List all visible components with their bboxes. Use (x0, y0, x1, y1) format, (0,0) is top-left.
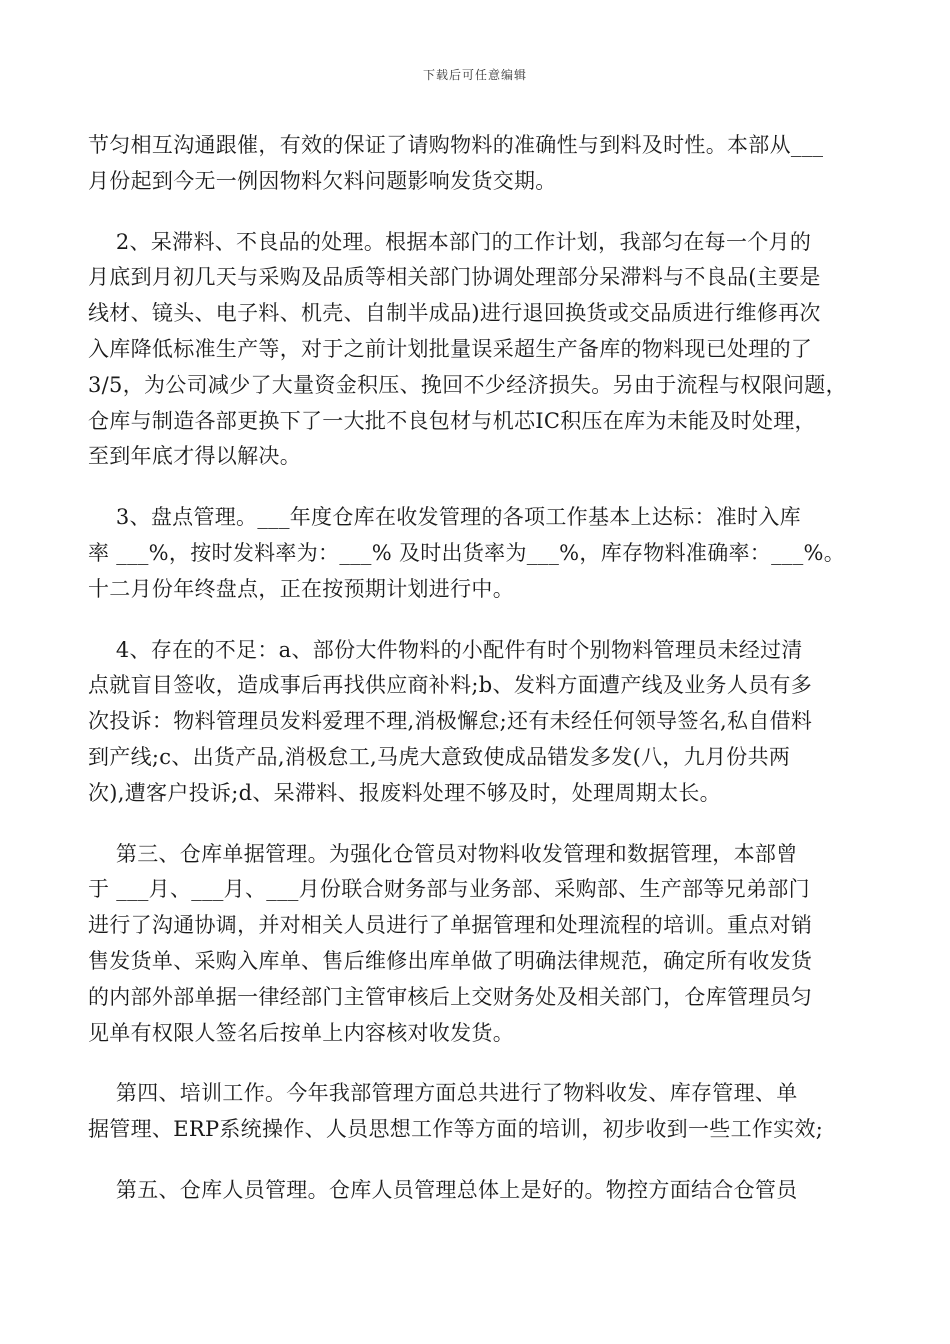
text-line: 到产线;c、出货产品,消极怠工,马虎大意致使成品错发多发(八，九月份共两 (88, 744, 791, 769)
text-line: 节匀相互沟通跟催，有效的保证了请购物料的准确性与到料及时性。本部从___ (88, 133, 824, 157)
text-line: 率 ___%，按时发料率为：___% 及时出货率为___%，库存物料准确率：___%。 (88, 540, 846, 565)
text-line: 进行了沟通协调，并对相关人员进行了单据管理和处理流程的培训。重点对销 (88, 913, 813, 938)
document-body (88, 128, 864, 1234)
text-line: 见单有权限人签名后按单上内容核对收发货。 (88, 1020, 514, 1045)
text-line: 十二月份年终盘点，正在按预期计划进行中。 (88, 576, 514, 601)
text-line: 4、存在的不足：a、部份大件物料的小配件有时个别物料管理员未经过清 (88, 637, 803, 662)
text-line: 3、盘点管理。___年度仓库在收发管理的各项工作基本上达标：准时入库 (88, 505, 801, 530)
text-line: 第三、仓库单据管理。为强化仓管员对物料收发管理和数据管理，本部曾 (88, 841, 798, 866)
text-line: 月份起到今无一例因物料欠料问题影响发货交期。 (88, 168, 557, 193)
text-line: 第四、培训工作。今年我部管理方面总共进行了物料收发、库存管理、单 (88, 1081, 798, 1106)
page-header: 下载后可任意编辑 (422, 68, 527, 82)
text-line: 的内部外部单据一律经部门主管审核后上交财务处及相关部门，仓库管理员匀 (88, 984, 813, 1009)
paragraph-material-tracking (88, 128, 864, 200)
text-line: 至到年底才得以解决。 (88, 444, 301, 469)
paragraph-shortcomings (88, 633, 864, 812)
text-line: 售发货单、采购入库单、售后维修出库单做了明确法律规范，确定所有收发货 (88, 948, 813, 973)
paragraph-training (88, 1076, 864, 1148)
text-line: 点就盲目签收，造成事后再找供应商补料;b、发料方面遭产线及业务人员有多 (88, 673, 813, 698)
text-line: 据管理、ERP系统操作、人员思想工作等方面的培训，初步收到一些工作实效; (88, 1117, 824, 1142)
paragraph-defective-goods (88, 225, 864, 476)
text-line: 3/5，为公司减少了大量资金积压、挽回不少经济损失。另由于流程与权限问题， (88, 372, 847, 397)
text-line: 2、呆滞料、不良品的处理。根据本部门的工作计划，我部匀在每一个月的 (88, 229, 812, 254)
text-line: 入库降低标准生产等，对于之前计划批量误采超生产备库的物料现已处理的了 (88, 336, 813, 361)
paragraph-staff-management (88, 1173, 864, 1209)
text-line: 次投诉：物料管理员发料爱理不理,消极懈怠;还有未经任何领导签名,私自借料 (88, 709, 813, 734)
text-line: 第五、仓库人员管理。仓库人员管理总体上是好的。物控方面结合仓管员 (88, 1177, 798, 1202)
text-line: 于 ___月、___月、___月份联合财务部与业务部、采购部、生产部等兄弟部门 (88, 877, 810, 902)
text-line: 月底到月初几天与采购及品质等相关部门协调处理部分呆滞料与不良品(主要是 (88, 265, 821, 290)
paragraph-document-management (88, 837, 864, 1052)
paragraph-inventory-count (88, 500, 864, 607)
text-line: 次),遭客户投诉;d、呆滞料、报废料处理不够及时，处理周期太长。 (88, 780, 721, 805)
text-line: 仓库与制造各部更换下了一大批不良包材与机芯IC积压在库为未能及时处理， (88, 408, 816, 433)
text-line: 线材、镜头、电子料、机壳、自制半成品)进行退回换货或交品质进行维修再次 (88, 301, 821, 326)
